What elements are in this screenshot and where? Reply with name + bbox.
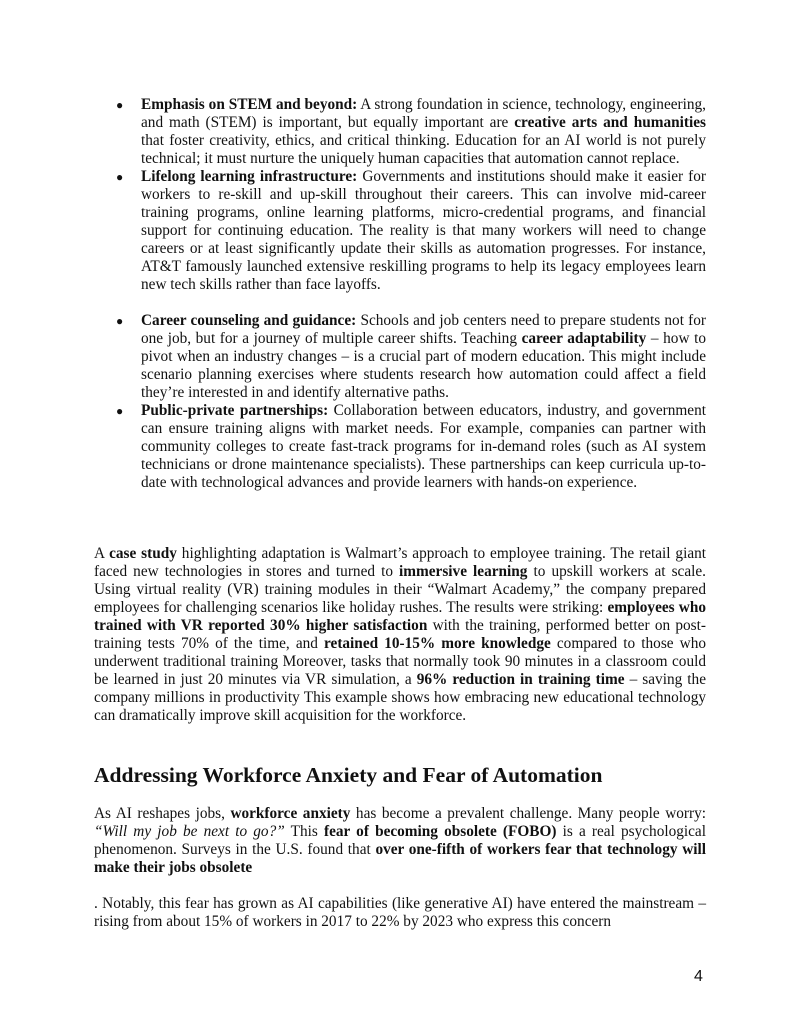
section-heading: Addressing Workforce Anxiety and Fear of Automation [94,763,603,787]
list-item: ● Emphasis on STEM and beyond: A strong foundation in science, technology, engineering, and math (STEM) is important, but equally important are creative arts and humanities that foster creativity, ethics, and critical thinking. Education for an AI world is not purely technical; it must nurture the uniquely human capacities that automation cannot replace. [116,96,706,167]
bullet-heading: Lifelong learning infrastructure: [141,168,358,185]
list-item: ● Public-private partnerships: Collaboration between educators, industry, and government can ensure training aligns with market needs. For example, companies can partner with community colleges to create fast-track programs for in-demand roles (such as AI system technicians or drone maintenance specialists). These partnerships can keep curricula up-to-date with technological advances and provide learners with hands-on experience. [116,402,706,491]
page-number: 4 [694,968,703,985]
bullet-heading: Emphasis on STEM and beyond: [141,96,358,113]
bullet-icon: ● [116,404,124,418]
bullet-icon: ● [116,314,124,328]
anxiety-paragraph: As AI reshapes jobs, workforce anxiety has become a prevalent challenge. Many people worry: “Will my job be next to go?” This fear of becoming obsolete (FOBO) is a real psychological phenomenon. Surveys in the U.S. found that over one-fifth of workers fear that technology will make their jobs obsolete [94,805,706,876]
case-study-paragraph: A case study highlighting adaptation is Walmart’s approach to employee training. The retail giant faced new technologies in stores and turned to immersive learning to upskill workers at scale. Using virtual reality (VR) training modules in their “Walmart Academy,” the company prepared employees for challenging scenarios like holiday rushes. The results were striking: employees who trained with VR reported 30% higher satisfaction with the training, performed better on post-training tests 70% of the time, and retained 10-15% more knowledge compared to those who underwent traditional training Moreover, tasks that normally took 90 minutes in a classroom could be learned in just 20 minutes via VR simulation, a 96% reduction in training time – saving the company millions in productivity This example shows how embracing new educational technology can dramatically improve skill acquisition for the workforce. [94,545,707,724]
bullet-icon: ● [116,170,124,184]
bullet-list [116,96,706,492]
notably-paragraph: . Notably, this fear has grown as AI capabilities (like generative AI) have entered the mainstream – rising from about 15% of workers in 2017 to 22% by 2023 who express this concern [94,895,706,930]
bullet-heading: Career counseling and guidance: [141,312,357,329]
bullet-heading: Public-private partnerships: [141,402,329,419]
bullet-icon: ● [116,98,124,112]
list-item: ● Career counseling and guidance: Schools and job centers need to prepare students not for one job, but for a journey of multiple career shifts. Teaching career adaptability – how to pivot when an industry changes – is a crucial part of modern education. This might include scenario planning exercises where students research how automation could affect a field they’re interested in and identify alternative paths. [116,312,706,401]
list-item: ● Lifelong learning infrastructure: Governments and institutions should make it easier for workers to re-skill and up-skill throughout their careers. This can involve mid-career training programs, online learning platforms, micro-credential programs, and financial support for continuing education. The reality is that many workers will need to change careers or at least significantly update their skills as automation progresses. For instance, AT&T famously launched extensive reskilling programs to help its legacy employees learn new tech skills rather than face layoffs. [116,168,706,293]
